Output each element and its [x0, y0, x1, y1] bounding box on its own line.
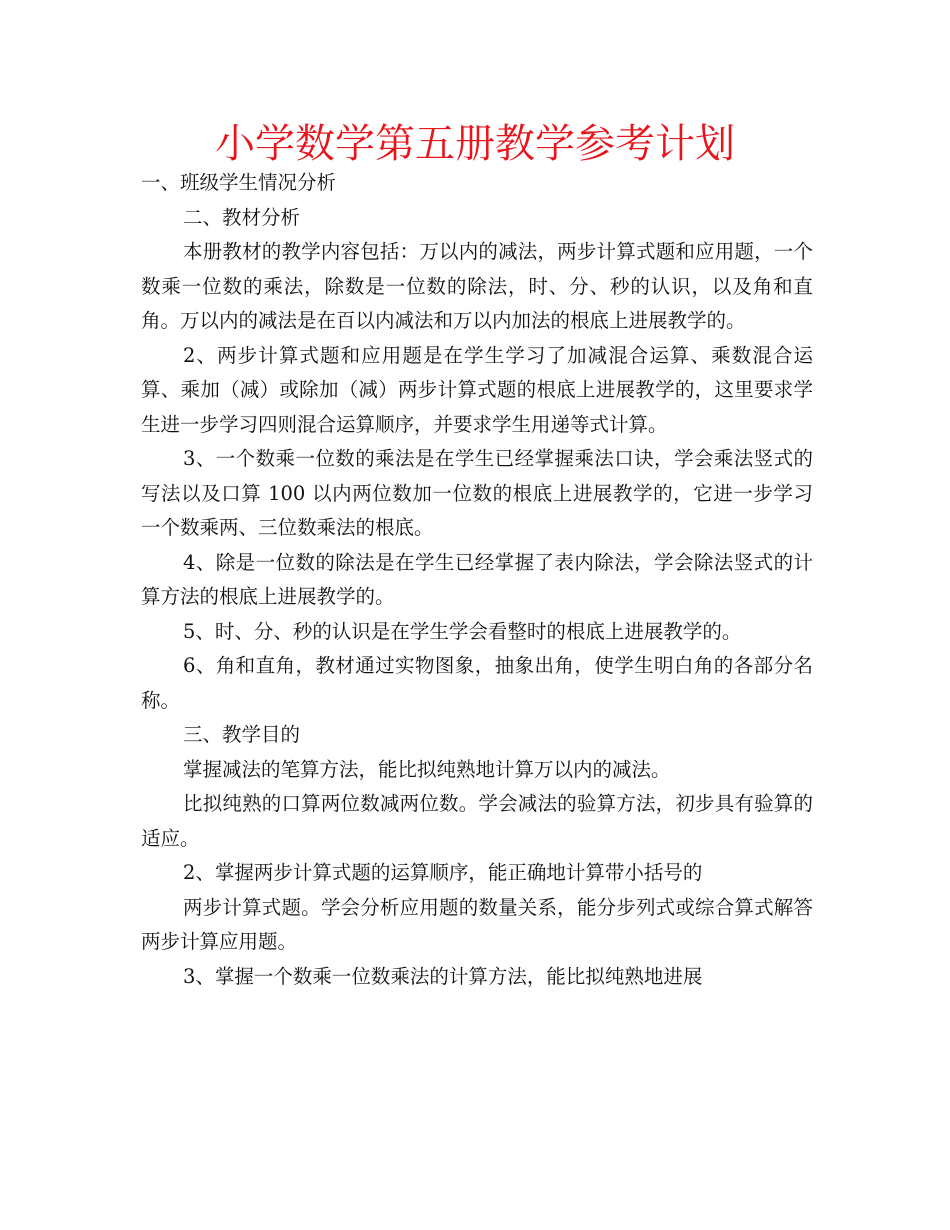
- paragraph: 3、一个数乘一位数的乘法是在学生已经掌握乘法口诀，学会乘法竖式的写法以及口算 100 以内两位数加一位数的根底上进展教学的，它进一步学习一个数乘两、三位数乘法的根底。: [141, 447, 813, 539]
- document-title: 小学数学第五册教学参考计划: [215, 121, 735, 167]
- paragraph: 3、掌握一个数乘一位数乘法的计算方法，能比拟纯熟地进展: [183, 964, 703, 988]
- paragraph: 本册教材的教学内容包括：万以内的减法，两步计算式题和应用题，一个数乘一位数的乘法，除数是一位数的除法，时、分、秒的认识，以及角和直角。万以内的减法是在百以内减法和万以内加法的根底上进展教学的。: [141, 240, 813, 332]
- paragraph: 二、教材分析: [183, 205, 301, 229]
- paragraph: 2、两步计算式题和应用题是在学生学习了加减混合运算、乘数混合运算、乘加（减）或除加（减）两步计算式题的根底上进展教学的，这里要求学生进一步学习四则混合运算顺序，并要求学生用递等式计算。: [141, 343, 813, 436]
- paragraph: 两步计算式题。学会分析应用题的数量关系，能分步列式或综合算式解答两步计算应用题。: [141, 895, 813, 953]
- document-body: [141, 166, 813, 994]
- paragraph: 6、角和直角，教材通过实物图象，抽象出角，使学生明白角的各部分名称。: [141, 654, 813, 712]
- paragraph: 5、时、分、秒的认识是在学生学会看整时的根底上进展教学的。: [183, 619, 742, 643]
- paragraph: 三、教学目的: [183, 723, 301, 746]
- paragraph: 掌握减法的笔算方法，能比拟纯熟地计算万以内的减法。: [183, 757, 671, 781]
- paragraph: 一、班级学生情况分析: [141, 171, 337, 194]
- paragraph: 4、除是一位数的除法是在学生已经掌握了表内除法，学会除法竖式的计算方法的根底上进展教学的。: [141, 550, 813, 608]
- paragraph: 比拟纯熟的口算两位数减两位数。学会减法的验算方法，初步具有验算的适应。: [141, 792, 813, 850]
- paragraph: 2、掌握两步计算式题的运算顺序，能正确地计算带小括号的: [183, 861, 703, 884]
